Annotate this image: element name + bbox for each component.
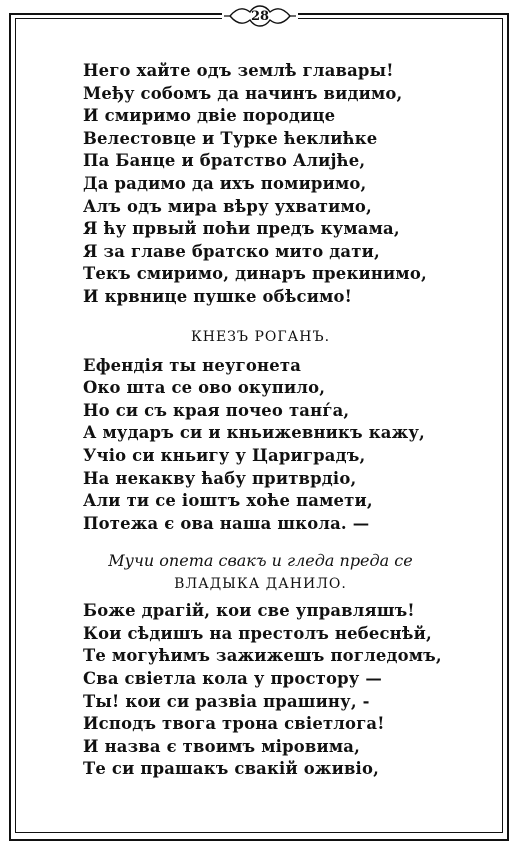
- verse-line: Алъ одъ мира вѣру ухватимо,: [83, 196, 372, 216]
- verse-line: Те си прашакъ свакій оживіо,: [83, 759, 380, 779]
- verse-line: На некакву ћабу притврдіо,: [83, 468, 357, 488]
- stanza-1: [83, 60, 483, 309]
- speaker-heading: КНЕЗЪ РОГАНЪ.: [190, 328, 331, 345]
- verse-line: Међу собомъ да начинъ видимо,: [83, 83, 403, 103]
- verse-line: Па Банце и братство Алијће,: [83, 151, 366, 171]
- verse-line: Али ти се іоштъ хоће памети,: [83, 491, 373, 511]
- verse-line: Учіо си кньигу у Цариградъ,: [83, 445, 366, 465]
- verse-line: Но си съ края почео танѓа,: [83, 400, 350, 420]
- verse-line: Ефендія ты неугонета: [83, 355, 302, 375]
- stage-direction: Мучи опета свакъ и гледа преда се: [108, 551, 413, 571]
- verse-line: Кои сѣдишъ на престолъ небеснѣй,: [83, 623, 432, 643]
- verse-line: Боже драгій, кои све управляшъ!: [83, 601, 415, 621]
- verse-line: Потежа є ова наша школа. —: [83, 513, 370, 533]
- verse-line: И назва є твоимъ міровима,: [83, 736, 360, 756]
- verse-text: [83, 60, 483, 781]
- stanza-3: [83, 600, 483, 781]
- verse-line: Сва свіетла кола у простору —: [83, 669, 382, 689]
- verse-line: Я ћу првый поћи предъ кумама,: [83, 219, 400, 239]
- verse-line: Я за главе братско мито дати,: [83, 241, 380, 261]
- verse-line: А мударъ си и кньижевникъ кажу,: [83, 423, 425, 443]
- verse-line: Него хайте одъ землѣ главары!: [83, 61, 394, 80]
- verse-line: Ты! кои си развіа прашину, -: [83, 691, 370, 711]
- stanza-2: [83, 355, 483, 536]
- verse-line: И смиримо двіе породице: [83, 106, 336, 126]
- verse-line: Исподъ твога трона свіетлога!: [83, 714, 385, 734]
- verse-line: И крвнице пушке обѣсимо!: [83, 286, 353, 306]
- verse-line: Око шта се ово окупило,: [83, 378, 326, 398]
- verse-line: Велестовце и Турке ћеклићке: [83, 128, 378, 148]
- speaker-heading: ВЛАДЫКА ДАНИЛО.: [174, 576, 347, 593]
- verse-line: Да радимо да ихъ помиримо,: [83, 173, 367, 193]
- verse-line: Текъ смиримо, динаръ прекинимо,: [83, 264, 427, 284]
- page-number-ornament: [222, 2, 298, 30]
- verse-line: Те могућимъ зажижешъ погледомъ,: [83, 646, 442, 666]
- page-number: 28: [250, 8, 270, 24]
